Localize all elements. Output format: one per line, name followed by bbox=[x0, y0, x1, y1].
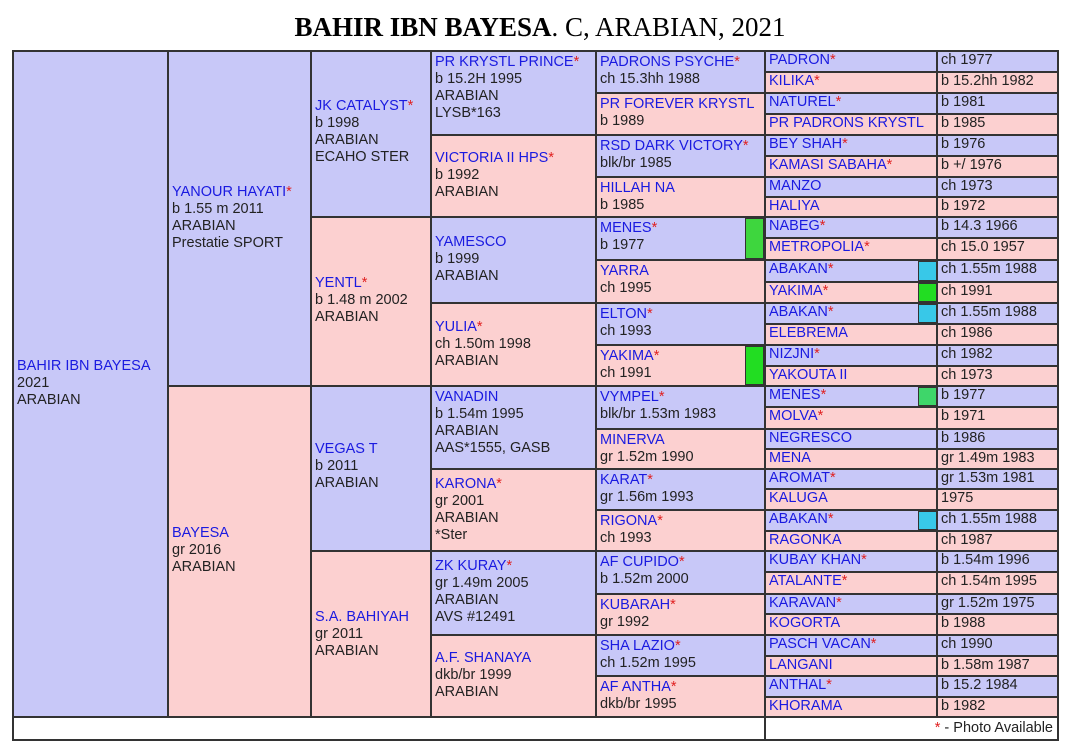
color-marker bbox=[745, 218, 764, 259]
g5-name-cell bbox=[765, 407, 937, 429]
g5-info-cell bbox=[937, 238, 1058, 260]
g5-name[interactable]: KUBAY KHAN bbox=[769, 552, 862, 568]
g5-name[interactable]: NEGRESCO bbox=[769, 430, 852, 446]
g5-name[interactable]: KILIKA bbox=[769, 73, 815, 89]
sss-note: LYSB*163 bbox=[435, 105, 501, 121]
g5-info: ch 1.55m 1988 bbox=[941, 511, 1037, 527]
dsd-breed: ARABIAN bbox=[435, 510, 499, 526]
g5-info: 1975 bbox=[941, 490, 974, 506]
g5-name[interactable]: KOGORTA bbox=[769, 615, 841, 631]
dss-info: b 1.54m 1995 bbox=[435, 406, 524, 422]
g5-name[interactable]: PR PADRONS KRYSTL bbox=[769, 115, 924, 131]
g5-info-cell bbox=[937, 114, 1058, 135]
g5-info-cell bbox=[937, 510, 1058, 531]
g4-name[interactable]: MENES bbox=[600, 220, 652, 236]
color-marker bbox=[918, 511, 937, 530]
page-title bbox=[0, 12, 1080, 43]
g4-info: b 1977 bbox=[600, 237, 645, 253]
g4-info: b 1.52m 2000 bbox=[600, 571, 689, 587]
sss-breed: ARABIAN bbox=[435, 88, 499, 104]
photo-star: * bbox=[870, 636, 877, 652]
g5-name-cell bbox=[765, 238, 937, 260]
photo-star: * bbox=[841, 573, 848, 589]
g5-info: b 1976 bbox=[941, 136, 986, 152]
sss-cell bbox=[431, 51, 596, 135]
photo-star: * bbox=[496, 476, 502, 492]
g5-name-cell bbox=[765, 303, 937, 324]
g5-info-cell bbox=[937, 345, 1058, 366]
g5-name-cell bbox=[765, 177, 937, 197]
g4-cell bbox=[596, 635, 765, 676]
g5-info-cell bbox=[937, 551, 1058, 572]
color-marker bbox=[918, 304, 937, 323]
dds-cell bbox=[431, 551, 596, 635]
g5-name[interactable]: KHORAMA bbox=[769, 698, 843, 714]
g5-info: ch 1987 bbox=[941, 532, 993, 548]
footer-legend bbox=[765, 717, 1058, 740]
color-marker bbox=[918, 283, 937, 302]
dds-info: gr 1.49m 2005 bbox=[435, 575, 529, 591]
dds-breed: ARABIAN bbox=[435, 592, 499, 608]
g5-name-cell bbox=[765, 386, 937, 407]
g5-name[interactable]: MENES bbox=[769, 387, 821, 403]
g4-name[interactable]: AF CUPIDO bbox=[600, 554, 679, 570]
g4-cell bbox=[596, 676, 765, 717]
g5-name[interactable]: BEY SHAH bbox=[769, 136, 843, 152]
g5-name[interactable]: ELEBREMA bbox=[769, 325, 848, 341]
g4-info: gr 1.52m 1990 bbox=[600, 449, 694, 465]
g5-info: ch 1973 bbox=[941, 178, 993, 194]
g5-info: b 1988 bbox=[941, 615, 986, 631]
g5-info: ch 1973 bbox=[941, 367, 993, 383]
g5-info-cell bbox=[937, 572, 1058, 594]
g5-name-cell bbox=[765, 449, 937, 469]
g5-info-cell bbox=[937, 407, 1058, 429]
g4-cell bbox=[596, 260, 765, 303]
g5-name-cell bbox=[765, 429, 937, 449]
g5-info: b 1972 bbox=[941, 198, 986, 214]
g5-name-cell bbox=[765, 510, 937, 531]
ds-cell bbox=[311, 386, 431, 551]
dam-name[interactable]: BAYESA bbox=[172, 525, 229, 541]
g5-info-cell bbox=[937, 386, 1058, 407]
dss-name[interactable]: VANADIN bbox=[435, 389, 499, 405]
subject-name[interactable]: BAHIR IBN BAYESA bbox=[17, 358, 151, 374]
g5-name[interactable]: KALUGA bbox=[769, 490, 828, 506]
photo-star: * bbox=[651, 220, 658, 236]
g5-info: b 1982 bbox=[941, 698, 986, 714]
g5-info: b 14.3 1966 bbox=[941, 218, 1018, 234]
g4-name[interactable]: KUBARAH bbox=[600, 597, 671, 613]
photo-star: * bbox=[407, 98, 414, 114]
g5-info-cell bbox=[937, 177, 1058, 197]
horse-name-title: BAHIR IBN BAYESA bbox=[294, 12, 552, 42]
g4-cell bbox=[596, 345, 765, 386]
photo-star: * bbox=[658, 389, 665, 405]
g5-name-cell bbox=[765, 51, 937, 72]
g4-name[interactable]: ELTON bbox=[600, 306, 648, 322]
g5-info: gr 1.53m 1981 bbox=[941, 470, 1035, 486]
g5-name-cell bbox=[765, 551, 937, 572]
ssd-cell bbox=[431, 135, 596, 217]
photo-star: * bbox=[822, 283, 829, 299]
g5-info-cell bbox=[937, 324, 1058, 345]
sdd-cell bbox=[431, 303, 596, 386]
photo-star: * bbox=[548, 150, 555, 166]
g5-name[interactable]: MOLVA bbox=[769, 408, 818, 424]
photo-star: * bbox=[827, 304, 834, 320]
g5-info: ch 1986 bbox=[941, 325, 993, 341]
g5-name[interactable]: ABAKAN bbox=[769, 261, 828, 277]
g5-name-cell bbox=[765, 531, 937, 551]
g5-name[interactable]: YAKOUTA II bbox=[769, 367, 848, 383]
ds-info: b 2011 bbox=[315, 458, 359, 474]
g5-info-cell bbox=[937, 366, 1058, 386]
photo-star: * bbox=[670, 597, 676, 613]
color-marker bbox=[745, 346, 764, 385]
photo-star: * bbox=[734, 54, 740, 70]
ss-note: ECAHO STER bbox=[315, 149, 410, 165]
photo-star: * bbox=[827, 511, 834, 527]
g5-name[interactable]: RAGONKA bbox=[769, 532, 842, 548]
dss-cell bbox=[431, 386, 596, 469]
sd-cell bbox=[311, 217, 431, 386]
dds-note: AVS #12491 bbox=[435, 609, 516, 625]
photo-star: * bbox=[476, 319, 483, 335]
g5-name-cell bbox=[765, 635, 937, 656]
sire-note: Prestatie SPORT bbox=[172, 235, 283, 251]
sd-breed: ARABIAN bbox=[315, 309, 379, 325]
sd-info: b 1.48 m 2002 bbox=[315, 292, 408, 308]
dd-breed: ARABIAN bbox=[315, 643, 379, 659]
sire-cell bbox=[168, 51, 311, 386]
g5-name[interactable]: MENA bbox=[769, 450, 811, 466]
g4-info: dkb/br 1995 bbox=[600, 696, 677, 712]
g5-info: b 1986 bbox=[941, 430, 986, 446]
g5-info-cell bbox=[937, 135, 1058, 156]
g5-name-cell bbox=[765, 656, 937, 676]
dsd-cell bbox=[431, 469, 596, 551]
dsd-name[interactable]: KARONA bbox=[435, 476, 497, 492]
sdd-info: ch 1.50m 1998 bbox=[435, 336, 531, 352]
g5-name[interactable]: PADRON bbox=[769, 52, 830, 68]
sdd-name[interactable]: YULIA bbox=[435, 319, 477, 335]
dss-note: AAS*1555, GASB bbox=[435, 440, 551, 456]
g4-name[interactable]: MINERVA bbox=[600, 432, 665, 448]
subject-cell bbox=[13, 51, 168, 717]
g5-name[interactable]: NIZJNI bbox=[769, 346, 815, 362]
g5-info: b 1.54m 1996 bbox=[941, 552, 1030, 568]
g5-name-cell bbox=[765, 345, 937, 366]
g5-name[interactable]: PASCH VACAN bbox=[769, 636, 871, 652]
footer-left bbox=[13, 717, 765, 740]
photo-star: * bbox=[826, 677, 832, 693]
photo-star: * bbox=[864, 239, 870, 255]
ss-cell bbox=[311, 51, 431, 217]
g4-name[interactable]: YAKIMA bbox=[600, 348, 654, 364]
sds-breed: ARABIAN bbox=[435, 268, 499, 284]
g5-name-cell bbox=[765, 197, 937, 217]
g4-cell bbox=[596, 51, 765, 93]
sire-breed: ARABIAN bbox=[172, 218, 236, 234]
subject-year: 2021 bbox=[17, 375, 50, 391]
g4-info: blk/br 1.53m 1983 bbox=[600, 406, 717, 422]
g5-info-cell bbox=[937, 489, 1058, 510]
g5-name-cell bbox=[765, 594, 937, 614]
photo-star: * bbox=[827, 261, 834, 277]
photo-star: * bbox=[817, 408, 824, 424]
dds-name[interactable]: ZK KURAY bbox=[435, 558, 507, 574]
g5-info-cell bbox=[937, 449, 1058, 469]
photo-star: * bbox=[647, 306, 653, 322]
g5-name-cell bbox=[765, 572, 937, 594]
g4-name[interactable]: RSD DARK VICTORY bbox=[600, 138, 743, 154]
g4-info: b 1985 bbox=[600, 197, 645, 213]
sds-name[interactable]: YAMESCO bbox=[435, 234, 507, 250]
g4-cell bbox=[596, 594, 765, 635]
photo-star: * bbox=[836, 595, 842, 611]
g5-name-cell bbox=[765, 489, 937, 510]
g5-info: ch 1977 bbox=[941, 52, 993, 68]
subject-breed: ARABIAN bbox=[17, 392, 81, 408]
g5-name-cell bbox=[765, 324, 937, 345]
photo-star: * bbox=[829, 470, 836, 486]
photo-star: * bbox=[678, 554, 685, 570]
color-marker bbox=[918, 387, 937, 406]
g5-info-cell bbox=[937, 656, 1058, 676]
sss-name[interactable]: PR KRYSTL PRINCE bbox=[435, 54, 574, 70]
g5-name-cell bbox=[765, 282, 937, 303]
g4-name[interactable]: HILLAH NA bbox=[600, 180, 675, 196]
g5-name-cell bbox=[765, 135, 937, 156]
g4-name[interactable]: PADRONS PSYCHE bbox=[600, 54, 735, 70]
g5-name[interactable]: YAKIMA bbox=[769, 283, 823, 299]
g5-info-cell bbox=[937, 303, 1058, 324]
photo-star: * bbox=[861, 552, 867, 568]
g5-info: ch 1.54m 1995 bbox=[941, 573, 1037, 589]
photo-star: * bbox=[361, 275, 368, 291]
g5-info-cell bbox=[937, 594, 1058, 614]
g4-cell bbox=[596, 303, 765, 345]
g5-info-cell bbox=[937, 156, 1058, 177]
g4-cell bbox=[596, 93, 765, 135]
ds-name[interactable]: VEGAS T bbox=[315, 441, 378, 457]
sdd-breed: ARABIAN bbox=[435, 353, 499, 369]
g5-name-cell bbox=[765, 676, 937, 697]
photo-star: * bbox=[742, 138, 749, 154]
g5-name[interactable]: NATUREL bbox=[769, 94, 836, 110]
sire-info: b 1.55 m 2011 bbox=[172, 201, 264, 217]
ddd-breed: ARABIAN bbox=[435, 684, 499, 700]
ssd-info: b 1992 bbox=[435, 167, 480, 183]
g5-name[interactable]: LANGANI bbox=[769, 657, 833, 673]
g5-info-cell bbox=[937, 93, 1058, 114]
photo-star: * bbox=[647, 472, 653, 488]
g4-cell bbox=[596, 217, 765, 260]
g5-name[interactable]: METROPOLIA bbox=[769, 239, 865, 255]
photo-star: * bbox=[674, 638, 681, 654]
photo-star: * bbox=[842, 136, 848, 152]
g5-info: ch 1991 bbox=[941, 283, 993, 299]
g4-name[interactable]: YARRA bbox=[600, 263, 649, 279]
g4-info: gr 1.56m 1993 bbox=[600, 489, 694, 505]
g4-name[interactable]: KARAT bbox=[600, 472, 648, 488]
g5-name-cell bbox=[765, 366, 937, 386]
g5-name[interactable]: KAMASI SABAHA bbox=[769, 157, 887, 173]
g5-info: ch 1.55m 1988 bbox=[941, 304, 1037, 320]
g5-info: ch 1.55m 1988 bbox=[941, 261, 1037, 277]
ss-name[interactable]: JK CATALYST bbox=[315, 98, 408, 114]
g5-info-cell bbox=[937, 282, 1058, 303]
photo-star: * bbox=[814, 73, 820, 89]
g5-info: ch 1982 bbox=[941, 346, 993, 362]
g4-cell bbox=[596, 551, 765, 594]
dam-breed: ARABIAN bbox=[172, 559, 236, 575]
color-marker bbox=[918, 261, 937, 281]
g5-info: ch 1990 bbox=[941, 636, 993, 652]
dsd-info: gr 2001 bbox=[435, 493, 485, 509]
g5-info-cell bbox=[937, 697, 1058, 717]
g5-info: gr 1.49m 1983 bbox=[941, 450, 1035, 466]
g5-name[interactable]: ABAKAN bbox=[769, 304, 828, 320]
sd-name[interactable]: YENTL bbox=[315, 275, 362, 291]
sire-name[interactable]: YANOUR HAYATI bbox=[172, 184, 287, 200]
sds-cell bbox=[431, 217, 596, 303]
g5-info-cell bbox=[937, 676, 1058, 697]
g5-info-cell bbox=[937, 429, 1058, 449]
g4-cell bbox=[596, 469, 765, 510]
g4-info: ch 1991 bbox=[600, 365, 652, 381]
g5-info-cell bbox=[937, 635, 1058, 656]
g4-cell bbox=[596, 135, 765, 177]
g4-name[interactable]: PR FOREVER KRYSTL bbox=[600, 96, 755, 112]
photo-star: * bbox=[835, 94, 842, 110]
g5-name-cell bbox=[765, 614, 937, 635]
legend-star: * bbox=[934, 720, 941, 736]
dsd-note: *Ster bbox=[435, 527, 468, 543]
ssd-name[interactable]: VICTORIA II HPS bbox=[435, 150, 549, 166]
g5-name-cell bbox=[765, 114, 937, 135]
dd-cell bbox=[311, 551, 431, 717]
ss-breed: ARABIAN bbox=[315, 132, 379, 148]
photo-star: * bbox=[829, 52, 836, 68]
g5-name[interactable]: MANZO bbox=[769, 178, 822, 194]
g5-name-cell bbox=[765, 156, 937, 177]
g5-info: b 1981 bbox=[941, 94, 986, 110]
photo-star: * bbox=[653, 348, 660, 364]
dss-breed: ARABIAN bbox=[435, 423, 499, 439]
sds-info: b 1999 bbox=[435, 251, 480, 267]
g4-name[interactable]: VYMPEL bbox=[600, 389, 659, 405]
photo-star: * bbox=[814, 346, 820, 362]
g5-name[interactable]: AROMAT bbox=[769, 470, 830, 486]
g5-name-cell bbox=[765, 697, 937, 717]
ddd-info: dkb/br 1999 bbox=[435, 667, 512, 683]
g4-cell bbox=[596, 510, 765, 551]
g4-info: b 1989 bbox=[600, 113, 645, 129]
g5-name[interactable]: ATALANTE bbox=[769, 573, 842, 589]
sss-info: b 15.2H 1995 bbox=[435, 71, 523, 87]
photo-star: * bbox=[573, 54, 580, 70]
g5-info-cell bbox=[937, 614, 1058, 635]
g5-info: b 1971 bbox=[941, 408, 986, 424]
g4-info: ch 1995 bbox=[600, 280, 652, 296]
g4-name[interactable]: SHA LAZIO bbox=[600, 638, 675, 654]
legend-text: - Photo Available bbox=[940, 720, 1053, 736]
g5-name[interactable]: ABAKAN bbox=[769, 511, 828, 527]
g5-info-cell bbox=[937, 72, 1058, 93]
g5-name[interactable]: ANTHAL bbox=[769, 677, 827, 693]
g5-info-cell bbox=[937, 531, 1058, 551]
g5-info: b 1977 bbox=[941, 387, 986, 403]
g5-info-cell bbox=[937, 469, 1058, 489]
g5-name[interactable]: NABEG bbox=[769, 218, 820, 234]
g4-info: blk/br 1985 bbox=[600, 155, 672, 171]
g4-info: ch 1993 bbox=[600, 530, 652, 546]
g5-info: b +/ 1976 bbox=[941, 157, 1002, 173]
title-suffix: . C, ARABIAN, 2021 bbox=[551, 12, 786, 42]
g5-info: b 1.58m 1987 bbox=[941, 657, 1030, 673]
g4-info: gr 1992 bbox=[600, 614, 650, 630]
ddd-name[interactable]: A.F. SHANAYA bbox=[435, 650, 532, 666]
g4-cell bbox=[596, 429, 765, 469]
photo-star: * bbox=[286, 184, 292, 200]
ssd-breed: ARABIAN bbox=[435, 184, 499, 200]
g5-info-cell bbox=[937, 197, 1058, 217]
dam-info: gr 2016 bbox=[172, 542, 222, 558]
g5-name[interactable]: KARAVAN bbox=[769, 595, 837, 611]
g5-info-cell bbox=[937, 260, 1058, 282]
g4-cell bbox=[596, 177, 765, 217]
g5-name-cell bbox=[765, 217, 937, 238]
g4-name[interactable]: RIGONA bbox=[600, 513, 658, 529]
g5-name-cell bbox=[765, 72, 937, 93]
g4-info: ch 1993 bbox=[600, 323, 652, 339]
g5-name-cell bbox=[765, 469, 937, 489]
g5-info-cell bbox=[937, 51, 1058, 72]
ss-info: b 1998 bbox=[315, 115, 360, 131]
g4-cell bbox=[596, 386, 765, 429]
ds-breed: ARABIAN bbox=[315, 475, 379, 491]
photo-star: * bbox=[670, 679, 677, 695]
g4-info: ch 15.3hh 1988 bbox=[600, 71, 700, 87]
g4-name[interactable]: AF ANTHA bbox=[600, 679, 671, 695]
g5-info: b 15.2hh 1982 bbox=[941, 73, 1034, 89]
g4-info: ch 1.52m 1995 bbox=[600, 655, 696, 671]
photo-star: * bbox=[657, 513, 663, 529]
dd-name[interactable]: S.A. BAHIYAH bbox=[315, 609, 410, 625]
g5-info: b 1985 bbox=[941, 115, 986, 131]
g5-name-cell bbox=[765, 93, 937, 114]
photo-star: * bbox=[886, 157, 893, 173]
dam-cell bbox=[168, 386, 311, 717]
g5-info: b 15.2 1984 bbox=[941, 677, 1018, 693]
photo-star: * bbox=[820, 387, 827, 403]
photo-star: * bbox=[819, 218, 826, 234]
photo-star: * bbox=[506, 558, 513, 574]
g5-name-cell bbox=[765, 260, 937, 282]
g5-info: gr 1.52m 1975 bbox=[941, 595, 1035, 611]
ddd-cell bbox=[431, 635, 596, 717]
g5-info: ch 15.0 1957 bbox=[941, 239, 1025, 255]
dd-info: gr 2011 bbox=[315, 626, 364, 642]
g5-name[interactable]: HALIYA bbox=[769, 198, 820, 214]
g5-info-cell bbox=[937, 217, 1058, 238]
